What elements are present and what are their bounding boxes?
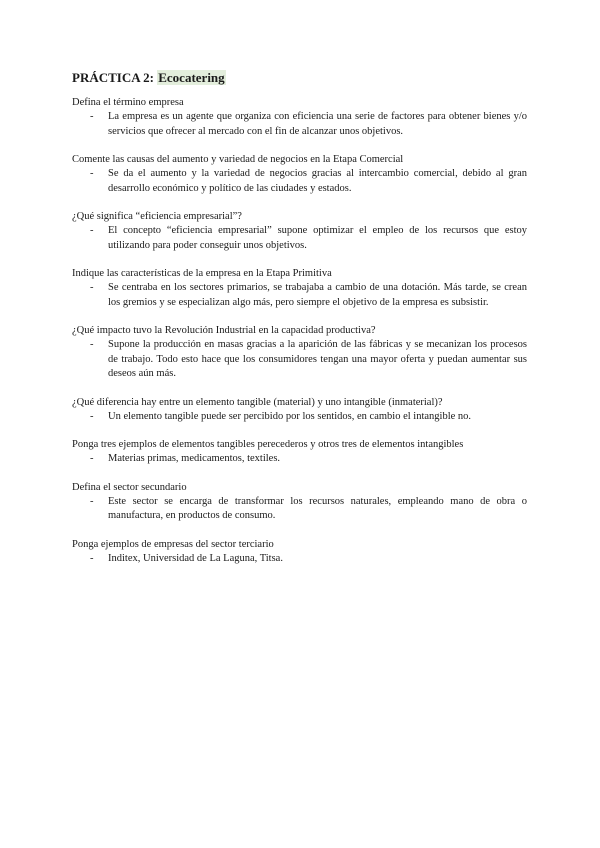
answer-row [72, 410, 527, 425]
bullet-dash: - [90, 552, 94, 564]
question-text: ¿Qué diferencia hay entre un elemento tangible (material) y uno intangible (inmaterial)? [72, 396, 443, 408]
bullet-dash: - [90, 410, 94, 422]
answer-text: Un elemento tangible puede ser percibido por los sentidos, en cambio el intangible no. [108, 410, 472, 422]
answer-row [72, 110, 527, 139]
bullet-dash: - [90, 111, 94, 122]
qa-item [72, 210, 527, 253]
qa-item [72, 438, 527, 467]
question-text: ¿Qué impacto tuvo la Revolución Industrial en la capacidad productiva? [72, 325, 376, 336]
document-page [72, 70, 527, 580]
answer-text: Supone la producción en masas gracias a la aparición de las fábricas y se mecanizan los procesos de trabajo. Todo esto hace que los consumidores tengan una mayor oferta y puedan aumentar sus deseos aún más. [108, 339, 527, 379]
bullet-dash: - [90, 168, 94, 179]
question-text: Defina el sector secundario [72, 481, 187, 493]
answer-row [72, 452, 527, 467]
answer-text: Materias primas, medicamentos, textiles. [108, 453, 281, 464]
bullet-dash: - [90, 495, 94, 507]
title-highlight: Ecocatering [158, 70, 225, 85]
qa-item [72, 267, 527, 310]
qa-item [72, 396, 527, 425]
bullet-dash: - [90, 282, 94, 293]
qa-item [72, 481, 527, 524]
answer-text: La empresa es un agente que organiza con eficiencia una serie de factores para obtener bienes y/o servicios que ofrecer al mercado con el fin de alcanzar unos objetivos. [108, 111, 527, 137]
bullet-dash: - [90, 453, 94, 464]
answer-text: Se centraba en los sectores primarios, se trabajaba a cambio de una dotación. Más tarde, se crean los gremios y se especializan algo más, pero siempre el objetivo de la empresa es subsistir. [108, 282, 527, 308]
answer-text: Inditex, Universidad de La Laguna, Titsa. [108, 552, 283, 564]
answer-text: Este sector se encarga de transformar los recursos naturales, empleando mano de obra o manufactura, en productos de consumo. [108, 495, 527, 521]
answer-row [72, 552, 527, 567]
question-text: Defina el término empresa [72, 97, 184, 108]
answer-row [72, 224, 527, 253]
answer-text: Se da el aumento y la variedad de negocios gracias al intercambio comercial, debido al gran desarrollo económico y político de las ciudades y estados. [108, 168, 527, 194]
bullet-dash: - [90, 339, 94, 350]
title-prefix: PRÁCTICA 2: [72, 70, 158, 85]
answer-row [72, 281, 527, 310]
question-text: Indique las características de la empresa en la Etapa Primitiva [72, 268, 332, 279]
answer-row [72, 495, 527, 524]
page-title [72, 70, 527, 86]
qa-item [72, 153, 527, 196]
bullet-dash: - [90, 225, 94, 236]
answer-row [72, 338, 527, 382]
answer-row [72, 167, 527, 196]
answer-text: El concepto “eficiencia empresarial” supone optimizar el empleo de los recursos que estoy utilizando para poder conseguir unos objetivos. [108, 225, 527, 251]
question-text: Comente las causas del aumento y variedad de negocios en la Etapa Comercial [72, 154, 404, 165]
question-text: Ponga tres ejemplos de elementos tangibles perecederos y otros tres de elementos intangibles [72, 439, 464, 450]
qa-item [72, 96, 527, 139]
qa-item [72, 538, 527, 567]
question-text: ¿Qué significa “eficiencia empresarial”? [72, 211, 242, 222]
qa-item [72, 324, 527, 382]
question-text: Ponga ejemplos de empresas del sector terciario [72, 538, 274, 550]
